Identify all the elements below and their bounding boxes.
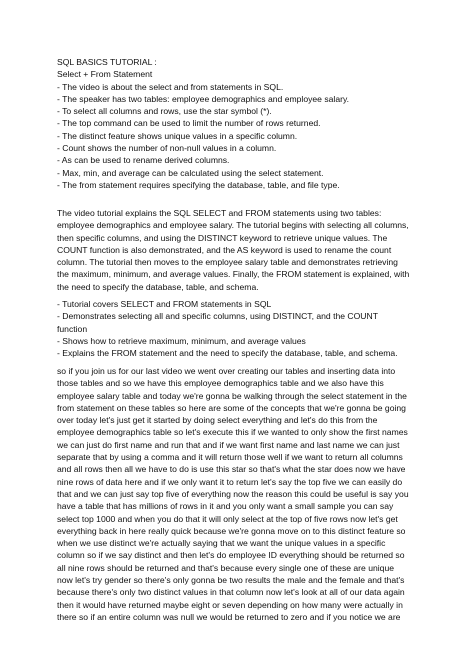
summary-line: COUNT function is also demonstrated, and the AS keyword is used to rename the count: [57, 244, 392, 255]
key-point-item: function: [57, 323, 88, 334]
transcript-paragraph: [57, 365, 429, 623]
document-subtitle: Select + From Statement: [57, 69, 153, 80]
note-item: - Count shows the number of non-null values in a column.: [57, 143, 277, 154]
summary-line: The video tutorial explains the SQL SELECT and FROM statements using two tables:: [57, 208, 382, 218]
transcript-line: nine rows of data here and if we only want it to return let's say the top five we can easily do: [57, 476, 403, 487]
summary-line: employee demographics and employee salary. The tutorial begins with selecting all columns,: [57, 220, 409, 231]
summary-paragraph: [57, 207, 429, 293]
summary-line: the maximum, minimum, and average values. Finally, the FROM statement is explained, with: [57, 269, 410, 280]
note-item: - The distinct feature shows unique values in a specific column.: [57, 130, 298, 141]
transcript-line: all nine rows should be returned and that's because every single one of these are unique: [57, 562, 395, 573]
transcript-line: so if you join us for our last video we went over creating our tables and inserting data into: [57, 366, 396, 376]
transcript-line: those tables and so we have this employee demographics table and we also have this: [57, 378, 384, 389]
summary-line: column. The tutorial then moves to the employee salary table and demonstrates retrieving: [57, 257, 398, 268]
transcript-line: we can just do first name and run that and if we want first name and last name we can just: [57, 439, 400, 450]
summary-line: the need to specify the database, table, and schema.: [57, 281, 259, 292]
transcript-line: have a table that has millions of rows in it and you only want a small sample you can say: [57, 501, 394, 512]
note-item: - The speaker has two tables: employee demographics and employee salary.: [57, 93, 350, 104]
transcript-line: select top 1000 and when you do that it will only select at the top of five rows now let's get: [57, 513, 398, 524]
transcript-line: from statement on these tables so here are some of the concepts that we're gonna be going: [57, 402, 406, 413]
transcript-line: when we use distinct we're actually saying that we want the unique values in a specific: [57, 538, 386, 549]
transcript-line: because there's only two distinct values in that column now let's look at all of our data again: [57, 587, 405, 598]
transcript-line: separate that by using a comma and it will return those well if we want to return all columns: [57, 452, 403, 463]
key-point-item: - Shows how to retrieve maximum, minimum, and average values: [57, 335, 306, 346]
transcript-line: then it would have returned maybe eight or seven depending on how many were actually in: [57, 599, 403, 610]
transcript-line: over today let's just get it started by doing select everything and let's do this from the: [57, 415, 378, 426]
transcript-line: employee demographics table so let's execute this if we wanted to only show the first names: [57, 427, 408, 438]
note-item: - The top command can be used to limit the number of rows returned.: [57, 118, 321, 129]
transcript-line: and all rows then all we have to do is use this star so that's what the star does now we have: [57, 464, 406, 475]
transcript-line: column so if we say distinct and then let's do employee ID everything should be returned so: [57, 550, 405, 561]
note-item: - As can be used to rename derived columns.: [57, 155, 230, 166]
transcript-line: there so if an entire column was null we would be returned to zero and if you notice we are: [57, 611, 401, 622]
note-item: - The video is about the select and from statements in SQL.: [57, 81, 284, 92]
document-title: SQL BASICS TUTORIAL :: [57, 57, 157, 67]
note-item: - The from statement requires specifying the database, table, and file type.: [57, 179, 340, 190]
note-item: - Max, min, and average can be calculated using the select statement.: [57, 167, 324, 178]
transcript-line: employee salary table and today we're gonna be walking through the select statement in the: [57, 390, 407, 401]
transcript-line: now let's try gender so there's only gonna be two results the male and the female and that's: [57, 575, 405, 586]
key-point-item: - Demonstrates selecting all and specific columns, using DISTINCT, and the COUNT: [57, 311, 378, 322]
transcript-line: everything back in here really quick because we're gonna move on to this distinct feature so: [57, 525, 406, 536]
transcript-line: that and we can just say top five of everything now the reason this could be useful is say you: [57, 488, 409, 499]
key-point-item: - Tutorial covers SELECT and FROM statements in SQL: [57, 299, 272, 309]
key-points-list: [57, 298, 429, 359]
notes-section: [57, 56, 429, 191]
summary-line: then specific columns, and using the DISTINCT keyword to retrieve unique values. The: [57, 232, 388, 243]
key-point-item: - Explains the FROM statement and the need to specify the database, table, and schema.: [57, 348, 398, 359]
note-item: - To select all columns and rows, use the star symbol (*).: [57, 106, 272, 117]
